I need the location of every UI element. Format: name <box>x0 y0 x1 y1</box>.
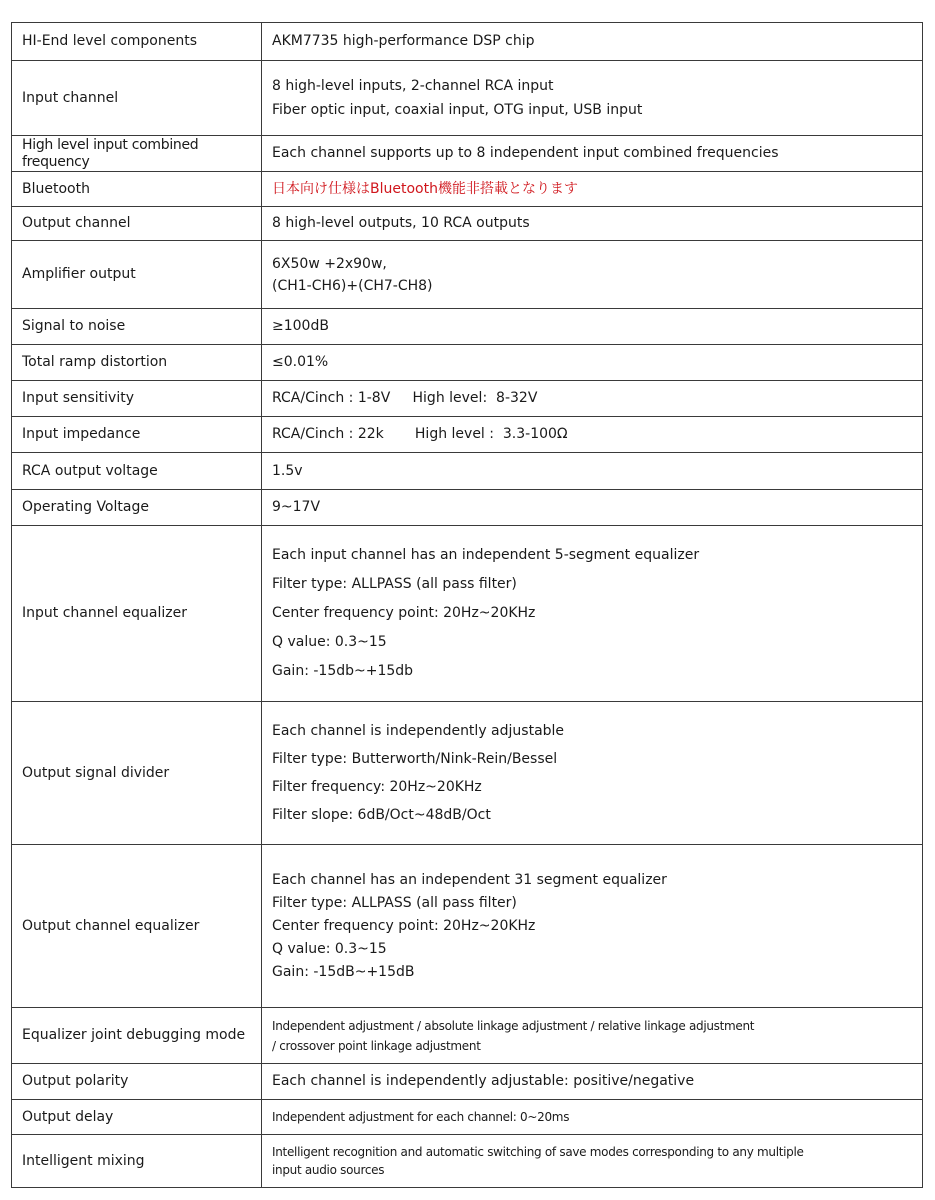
spec-label: Input channel <box>12 61 262 136</box>
spec-value-line: Center frequency point: 20Hz~20KHz <box>272 605 536 621</box>
spec-value-line: Each channel is independently adjustable <box>272 723 565 739</box>
spec-label: Bluetooth <box>12 172 262 207</box>
spec-row-operating-voltage <box>12 490 923 526</box>
spec-value-line: 8 high-level inputs, 2-channel RCA input <box>272 78 554 94</box>
spec-value <box>262 207 923 241</box>
spec-value <box>262 241 923 309</box>
spec-label: Output polarity <box>12 1064 262 1100</box>
spec-value <box>262 417 923 453</box>
spec-value-line: Each input channel has an independent 5-segment equalizer <box>272 547 700 563</box>
spec-row-rca-output-voltage <box>12 453 923 490</box>
spec-value-line: / crossover point linkage adjustment <box>272 1038 481 1053</box>
spec-value-line: Q value: 0.3~15 <box>272 634 387 650</box>
spec-value <box>262 136 923 172</box>
spec-row-output-channel <box>12 207 923 241</box>
spec-value <box>262 526 923 702</box>
spec-label: Equalizer joint debugging mode <box>12 1008 262 1064</box>
spec-label: Input impedance <box>12 417 262 453</box>
spec-row-output-delay <box>12 1100 923 1135</box>
spec-value-line: Each channel has an independent 31 segment equalizer <box>272 871 667 888</box>
spec-label: High level input combined frequency <box>12 136 262 172</box>
spec-value-line: Filter frequency: 20Hz~20KHz <box>272 779 482 795</box>
spec-value <box>262 345 923 381</box>
spec-label: RCA output voltage <box>12 453 262 490</box>
spec-row-joint-debugging <box>12 1008 923 1064</box>
spec-row-input-channel <box>12 61 923 136</box>
spec-value-line: 6X50w +2x90w, <box>272 255 387 272</box>
spec-value-line: Each channel is independently adjustable: positive/negative <box>272 1073 695 1090</box>
spec-value <box>262 1008 923 1064</box>
spec-label: Intelligent mixing <box>12 1135 262 1188</box>
spec-row-input-sensitivity <box>12 381 923 417</box>
spec-row-intelligent-mixing <box>12 1135 923 1188</box>
spec-label: Input channel equalizer <box>12 526 262 702</box>
spec-value <box>262 1135 923 1188</box>
spec-row-output-divider <box>12 702 923 845</box>
spec-row-combined-frequency <box>12 136 923 172</box>
spec-value <box>262 172 923 207</box>
spec-value-line: Filter type: ALLPASS (all pass filter) <box>272 894 517 911</box>
spec-value-line: Intelligent recognition and automatic switching of save modes corresponding to any multiple <box>272 1145 804 1159</box>
spec-label: HI-End level components <box>12 23 262 61</box>
spec-value <box>262 702 923 845</box>
spec-value-line: Center frequency point: 20Hz~20KHz <box>272 917 536 934</box>
spec-value-line: input audio sources <box>272 1163 385 1177</box>
spec-value-line: Gain: -15dB~+15dB <box>272 963 415 980</box>
spec-row-amplifier-output <box>12 241 923 309</box>
spec-value-line: Independent adjustment / absolute linkage adjustment / relative linkage adjustment <box>272 1018 755 1033</box>
spec-row-output-polarity <box>12 1064 923 1100</box>
spec-label: Operating Voltage <box>12 490 262 526</box>
spec-label: Total ramp distortion <box>12 345 262 381</box>
spec-table <box>11 22 923 1188</box>
spec-row-signal-to-noise <box>12 309 923 345</box>
spec-value-line: Gain: -15db~+15db <box>272 663 414 679</box>
spec-value-line: 9~17V <box>272 499 321 516</box>
spec-value-line: (CH1-CH6)+(CH7-CH8) <box>272 277 433 294</box>
spec-value <box>262 1100 923 1135</box>
spec-value-line: Fiber optic input, coaxial input, OTG input, USB input <box>272 102 643 118</box>
spec-value <box>262 490 923 526</box>
spec-value-line: Filter slope: 6dB/Oct~48dB/Oct <box>272 807 491 823</box>
spec-value <box>262 1064 923 1100</box>
spec-value-line: ≤0.01% <box>272 354 329 371</box>
spec-value <box>262 453 923 490</box>
spec-value-line: 1.5v <box>272 462 303 479</box>
spec-value-line: Independent adjustment for each channel: 0~20ms <box>272 1109 570 1124</box>
spec-value-line: RCA/Cinch : 22k High level : 3.3-100Ω <box>272 426 568 443</box>
spec-row-distortion <box>12 345 923 381</box>
spec-value <box>262 61 923 136</box>
spec-label: Output channel equalizer <box>12 845 262 1008</box>
spec-label: Output signal divider <box>12 702 262 845</box>
spec-value-line: Q value: 0.3~15 <box>272 940 387 957</box>
spec-value-line: RCA/Cinch : 1-8V High level: 8-32V <box>272 390 538 407</box>
spec-label: Signal to noise <box>12 309 262 345</box>
spec-value-line: 8 high-level outputs, 10 RCA outputs <box>272 215 530 232</box>
spec-value-line: AKM7735 high-performance DSP chip <box>272 33 535 50</box>
spec-label: Output channel <box>12 207 262 241</box>
spec-row-dsp-chip <box>12 23 923 61</box>
spec-label: Amplifier output <box>12 241 262 309</box>
spec-row-output-equalizer <box>12 845 923 1008</box>
spec-value <box>262 23 923 61</box>
spec-row-bluetooth <box>12 172 923 207</box>
spec-row-input-equalizer <box>12 526 923 702</box>
spec-value-line: ≥100dB <box>272 318 329 335</box>
spec-value-line: Filter type: Butterworth/Nink-Rein/Bessel <box>272 751 558 767</box>
spec-label: Output delay <box>12 1100 262 1135</box>
spec-label: Input sensitivity <box>12 381 262 417</box>
spec-value-line: Each channel supports up to 8 independent input combined frequencies <box>272 145 779 162</box>
spec-value <box>262 845 923 1008</box>
spec-value <box>262 309 923 345</box>
spec-value <box>262 381 923 417</box>
spec-value-line: Filter type: ALLPASS (all pass filter) <box>272 576 517 592</box>
spec-row-input-impedance <box>12 417 923 453</box>
bluetooth-note: 日本向け仕様はBluetooth機能非搭載となります <box>272 180 578 197</box>
